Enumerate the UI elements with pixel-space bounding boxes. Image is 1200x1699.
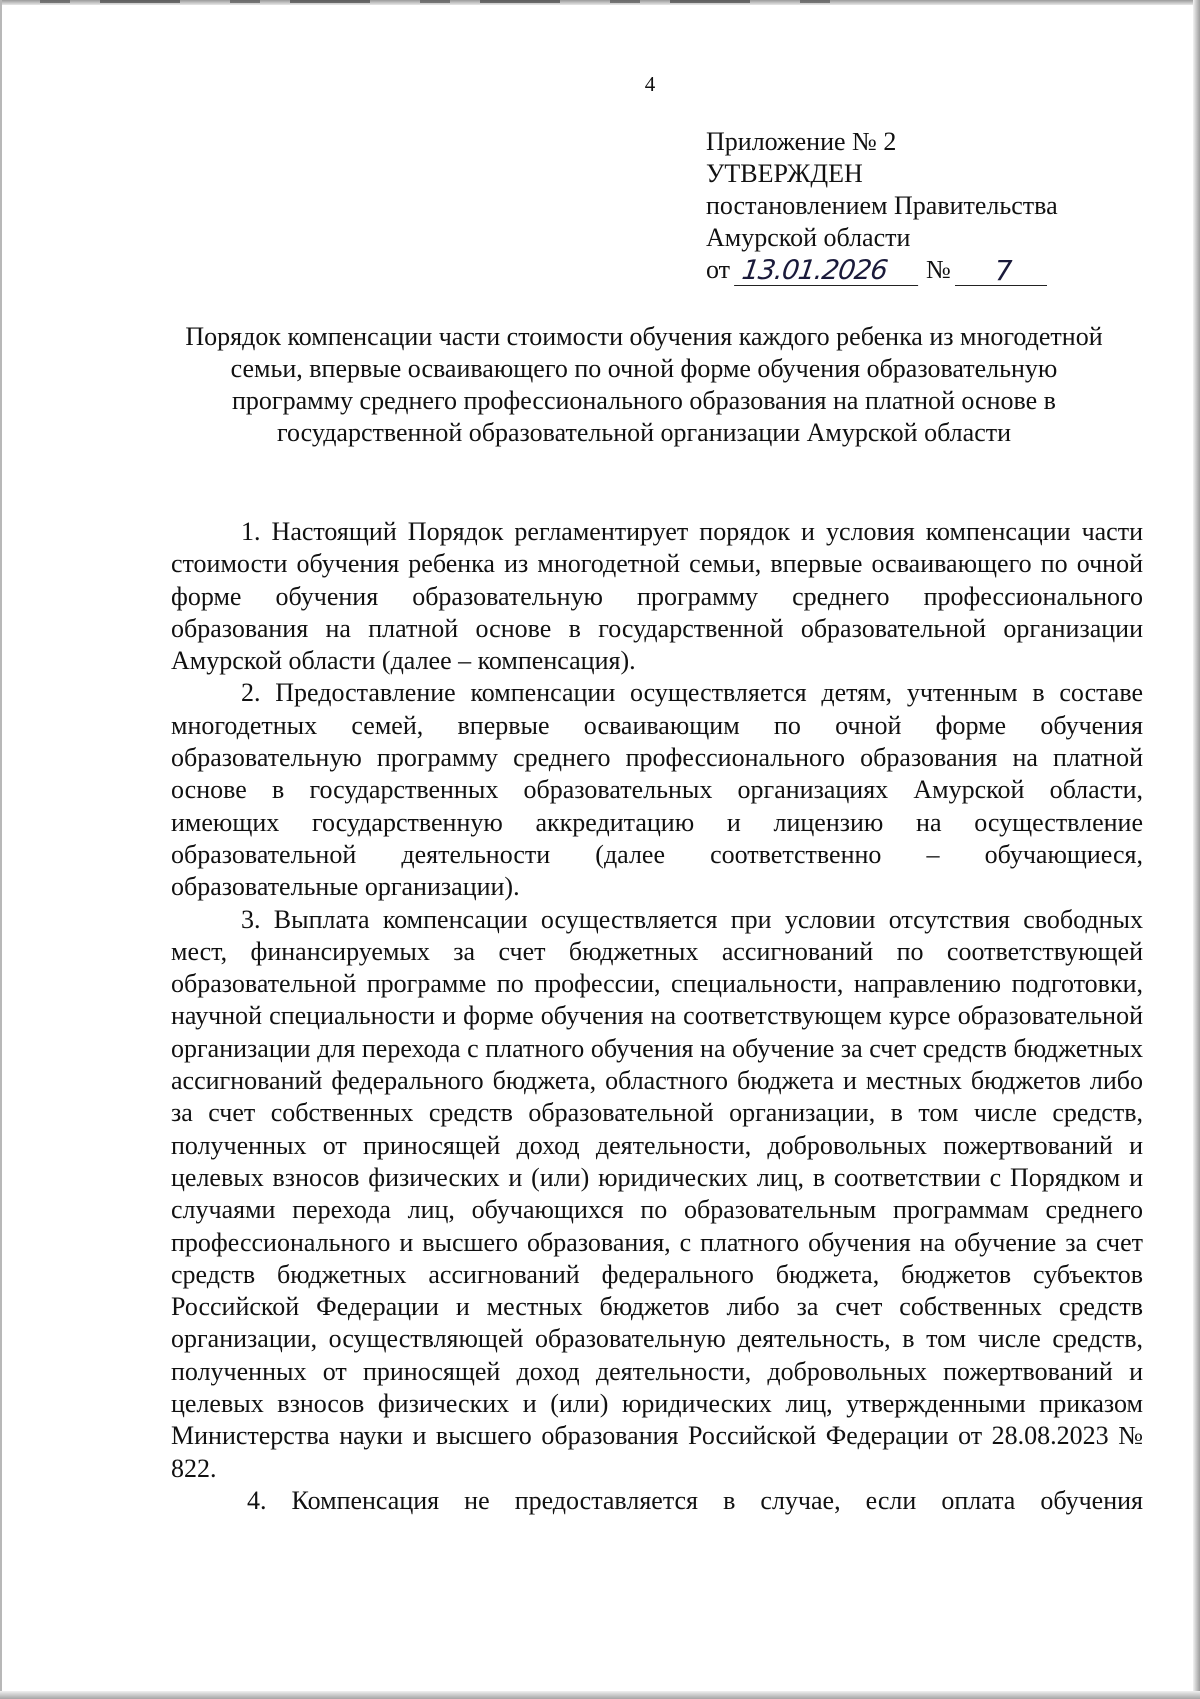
- handwritten-date: 13.01.2026: [734, 258, 922, 286]
- paragraph-2: 2. Предоставление компенсации осуществляется детям, учтенным в составе многодетных семей, впервые осваивающим по очной форме обучения образовательную программу среднего профессионального образования на платной основе в государственных образовательных организациях Амурской области, имеющих государственную аккредитацию и лицензию на осуществление образовательной деятельности (далее соответственно – обучающиеся, образовательные организации).: [171, 678, 1143, 902]
- document-body: [171, 516, 1143, 1517]
- region-label: Амурской области: [706, 223, 911, 252]
- paragraph-1: 1. Настоящий Порядок регламентирует порядок и условия компенсации части стоимости обучения ребенка из многодетной семьи, впервые осваивающего по очной форме обучения образовательную программу среднего профессионального образования на платной основе в государственной образовательной организации Амурской области (далее – компенсация).: [171, 517, 1143, 676]
- page-number: 4: [644, 72, 656, 96]
- handwritten-number: 7: [955, 258, 1047, 286]
- number-sign: №: [926, 255, 951, 284]
- paragraph-4: 4. Компенсация не предоставляется в случае, если оплата обучения: [247, 1485, 1143, 1515]
- date-prefix: от: [706, 255, 731, 284]
- paragraph-3: 3. Выплата компенсации осуществляется при условии отсутствия свободных мест, финансируемых за счет бюджетных ассигнований по соответствующей образовательной программе по профессии, специальности, направлению подготовки, научной специальности и форме обучения на соответствующем курсе образовательной организации для перехода с платного обучения на обучение за счет средств бюджетных ассигнований федерального бюджета, областного бюджета и местных бюджетов либо за счет собственных средств образовательной организации, в том числе средств, полученных от приносящей доход деятельности, добровольных пожертвований и целевых взносов физических и (или) юридических лиц, в соответствии с Порядком и случаями перехода лиц, обучающихся по образовательным программам среднего профессионального и высшего образования, с платного обучения на обучение за счет средств бюджетных ассигнований федерального бюджета, бюджетов субъектов Российской Федерации и местных бюджетов либо за счет собственных средств организации, осуществляющей образовательную деятельность, в том числе средств, полученных от приносящей доход деятельности, добровольных пожертвований и целевых взносов физических и (или) юридических лиц, утвержденными приказом Министерства науки и высшего образования Российской Федерации от 28.08.2023 № 822.: [171, 904, 1143, 1483]
- approved-by-label: постановлением Правительства: [706, 191, 1058, 220]
- appendix-label: Приложение № 2: [706, 127, 897, 156]
- document-title: Порядок компенсации части стоимости обучения каждого ребенка из многодетной семьи, впервые осваивающего по очной форме обучения образовательную программу среднего профессионального образования на платной основе в государственной образовательной организации Амурской области: [185, 322, 1103, 447]
- approval-block: [706, 126, 1126, 286]
- approved-label: УТВЕРЖДЕН: [706, 159, 863, 188]
- date-number-line: [706, 254, 1126, 286]
